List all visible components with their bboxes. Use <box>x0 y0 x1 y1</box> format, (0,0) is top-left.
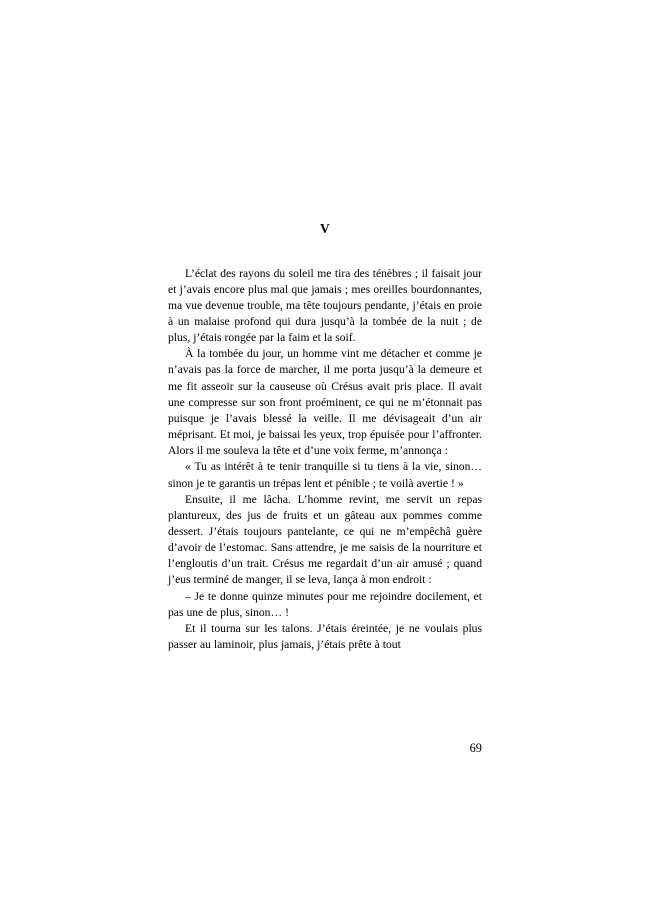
body-paragraph: Ensuite, il me lâcha. L’homme revint, me servit un repas plantureux, des jus de fruits et un gâteau aux pommes comme dessert. J’étais toujours pantelante, ce qui ne m’empêchâ guère d’avoir de l’estomac. Sans attendre, je me saisis de la nourriture et l’engloutis d’un trait. Crésus me regardait d’un air amusé ; quand j’eus terminé de manger, il se leva, lança à mon endroit : <box>168 492 482 587</box>
chapter-heading: V <box>319 221 331 236</box>
page-number: 69 <box>469 741 482 755</box>
body-paragraph: L’éclat des rayons du soleil me tira des ténèbres ; il faisait jour et j’avais encore plus mal que jamais ; mes oreilles bourdonnantes, ma vue devenue trouble, ma tête toujours pendante, j’étais en proie à un malaise profond qui dura jusqu’à la tombée de la nuit ; de plus, j’étais rongée par la faim et la soif. <box>168 266 482 345</box>
body-paragraph: – Je te donne quinze minutes pour me rejoindre docilement, et pas une de plus, sinon… ! <box>168 589 482 619</box>
body-paragraph: À la tombée du jour, un homme vint me détacher et comme je n’avais pas la force de marcher, il me porta jusqu’à la demeure et me fit asseoir sur la causeuse où Crésus avait pris place. Il avait une compresse sur son front proéminent, ce qui ne m’étonnait pas puisque je l’avais blessé la veille. Il me dévisageait d’un air méprisant. Et moi, je baissai les yeux, trop épuisée pour l’affronter. Alors il me souleva la tête et d’une voix ferme, m’annonça : <box>168 347 482 458</box>
page-text-block <box>168 222 482 653</box>
body-paragraph: « Tu as intérêt à te tenir tranquille si tu tiens à la vie, sinon… sinon je te garantis un trépas lent et pénible ; te voilà avertie ! » <box>168 460 482 490</box>
body-paragraph: Et il tourna sur les talons. J’étais éreintée, je ne voulais plus passer au laminoir, plus jamais, j’étais prête à tout <box>168 621 482 652</box>
